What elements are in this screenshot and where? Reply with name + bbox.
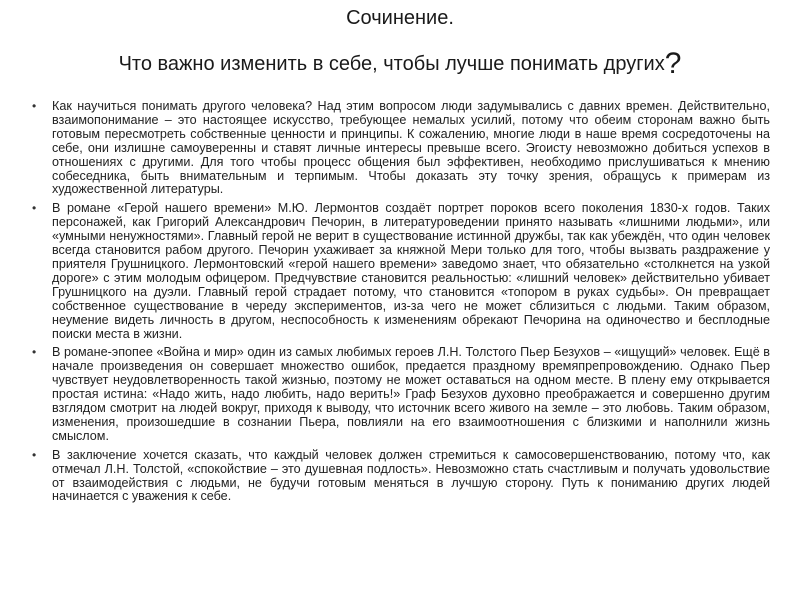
paragraph-text: Как научиться понимать другого человека? Над этим вопросом люди задумывались с давних времен. Действительно, взаимопонимание – это настоящее искусство, требующее немалых усилий, потому что обеим сторонам важно быть готовым пересмотреть собственные ценности и принципы. К сожалению, многие люди в наше время сосредоточены на себе, они излишне самоуверенны и ставят личные интересы превыше всего. Эгоисту невозможно добиться успехов в отношениях с другими. Для того чтобы процесс общения был эффективен, необходимо прислушиваться к мнению собеседника, быть внимательным и терпимым. Чтобы доказать эту точку зрения, обращусь к примерам из художественной литературы. — [52, 99, 770, 197]
essay-paragraph-intro — [30, 100, 770, 197]
paragraph-text: В романе-эпопее «Война и мир» один из самых любимых героев Л.Н. Толстого Пьер Безухов – «ищущий» человек. Ещё в начале произведения он совершает множество ошибок, предается праздному времяпрепровождению. Однако Пьер чувствует неудовлетворенность такой жизнью, поэтому не может оставаться на одном месте. В плену ему открывается простая истина: «Надо жить, надо любить, надо верить!» Граф Безухов духовно преображается и совершенно другим взглядом смотрит на людей вокруг, приходя к выводу, что источник всего живого на земле – это любовь. Таким образом, изменения, произошедшие в сознании Пьера, повлияли на его взаимоотношения с близкими и наполнили жизнь смыслом. — [52, 345, 770, 443]
essay-paragraph-conclusion — [30, 449, 770, 505]
essay-body — [30, 100, 770, 509]
title-question — [0, 47, 800, 80]
paragraph-text: В романе «Герой нашего времени» М.Ю. Лермонтов создаёт портрет пороков всего поколения 1830-х годов. Таких персонажей, как Григорий Александрович Печорин, в литературоведении принято называть «лишними людьми», или «умными ненужностями». Главный герой не верит в существование истинной дружбы, так как убеждён, что один человек всегда становится рабом другого. Печорин ухаживает за княжной Мери только для того, чтобы вызвать раздражение у приятеля Грушницкого. Лермонтовский «герой нашего времени» заведомо знает, что обязательно «столкнется на узкой дороге» с этим молодым офицером. Предчувствие становится реальностью: «лишний человек» действительно убивает Грушницкого на дуэли. Главный герой страдает потому, что становится «топором в руках судьбы». Он превращает собственное существование в череду экспериментов, из-за чего не может сблизиться с людьми. Таким образом, неумение видеть личность в другом, неспособность к изменениям обрекают Печорина на одиночество и бесплодные поиски места в жизни. — [52, 201, 770, 341]
slide-title — [0, 4, 800, 80]
essay-paragraph-lermontov — [30, 202, 770, 341]
title-heading: Сочинение. — [346, 7, 454, 29]
essay-paragraph-tolstoy — [30, 346, 770, 443]
paragraph-text: В заключение хочется сказать, что каждый человек должен стремиться к самосовершенствованию, потому что, как отмечал Л.Н. Толстой, «спокойствие – это душевная подлость». Невозможно стать счастливым и получать удовольствие от взаимодействия с людьми, не будучи готовым меняться в лучшую сторону. Путь к пониманию других людей начинается с уважения к себе. — [52, 447, 770, 504]
title-question-mark: ? — [664, 47, 682, 80]
bullet-icon: • — [32, 345, 37, 360]
bullet-icon: • — [32, 447, 37, 462]
bullet-icon: • — [32, 201, 37, 216]
bullet-icon: • — [32, 99, 37, 113]
title-question-text: Что важно изменить в себе, чтобы лучше понимать других — [118, 53, 665, 75]
